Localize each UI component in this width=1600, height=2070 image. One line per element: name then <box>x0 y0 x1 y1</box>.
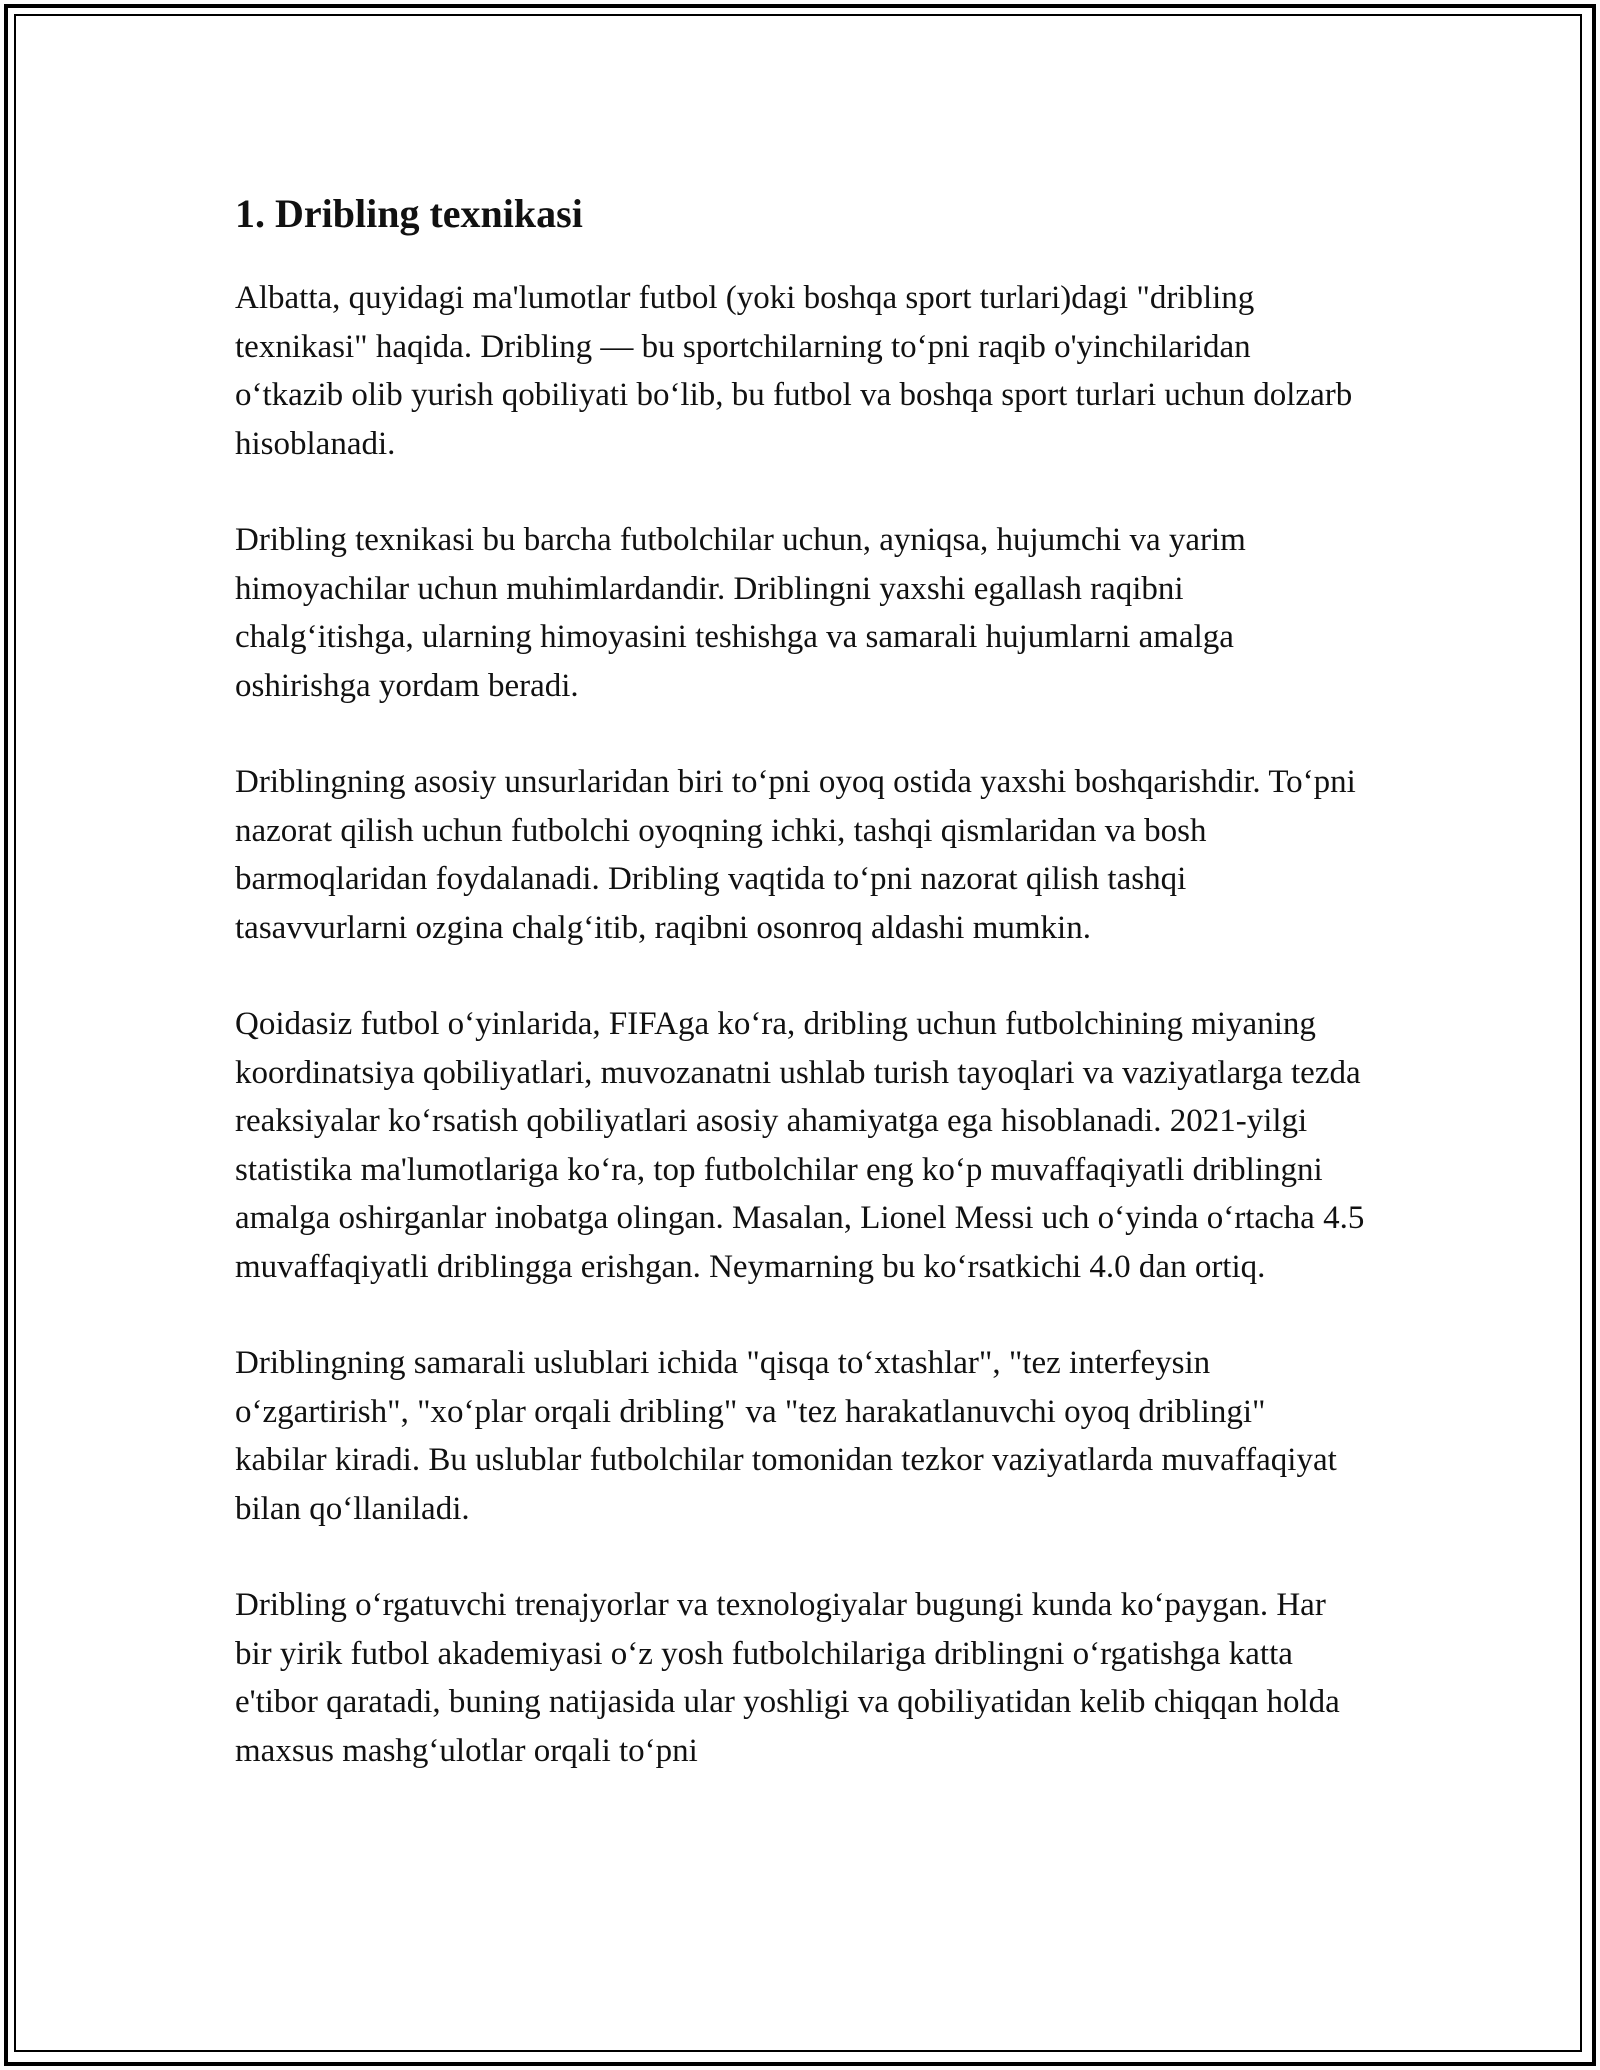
paragraph-5: Driblingning samarali uslublari ichida "qisqa to‘xtashlar", "tez interfeysin o‘zgartirish", "xo‘plar orqali dribling" va "tez harakatlanuvchi oyoq driblingi" kabilar kiradi. Bu uslublar futbolchilar tomonidan tezkor vaziyatlarda muvaffaqiyat bilan qo‘llaniladi. <box>235 1345 1337 1527</box>
paragraph-1: Albatta, quyidagi ma'lumotlar futbol (yoki boshqa sport turlari)dagi "dribling texnikasi" haqida. Dribling — bu sportchilarning to‘pni raqib o'yinchilaridan o‘tkazib olib yurish qobiliyati bo‘lib, bu futbol va boshqa sport turlari uchun dolzarb hisoblanadi. <box>235 280 1353 462</box>
paragraph-6: Dribling o‘rgatuvchi trenajyorlar va texnologiyalar bugungi kunda ko‘paygan. Har bir yirik futbol akademiyasi o‘z yosh futbolchilariga driblingni o‘rgatishga katta e'tibor qaratadi, buning natijasida ular yoshligi va qobiliyatidan kelib chiqqan holda maxsus mashg‘ulotlar orqali to‘pni <box>235 1587 1340 1769</box>
paragraph-4: Qoidasiz futbol o‘yinlarida, FIFAga ko‘ra, dribling uchun futbolchining miyaning koordinatsiya qobiliyatlari, muvozanatni ushlab turish tayoqlari va vaziyatlarga tezda reaksiyalar ko‘rsatish qobiliyatlari asosiy ahamiyatga ega hisoblanadi. 2021-yilgi statistika ma'lumotlariga ko‘ra, top futbolchilar eng ko‘p muvaffaqiyatli driblingni amalga oshirganlar inobatga olingan. Masalan, Lionel Messi uch o‘yinda o‘rtacha 4.5 muvaffaqiyatli driblingga erishgan. Neymarning bu ko‘rsatkichi 4.0 dan ortiq. <box>235 1006 1365 1285</box>
paragraph-3: Driblingning asosiy unsurlaridan biri to‘pni oyoq ostida yaxshi boshqarishdir. To‘pni nazorat qilish uchun futbolchi oyoqning ichki, tashqi qismlaridan va bosh barmoqlaridan foydalanadi. Dribling vaqtida to‘pni nazorat qilish tashqi tasavvurlarni ozgina chalg‘itib, raqibni osonroq aldashi mumkin. <box>235 764 1356 946</box>
document-body <box>235 188 1365 1823</box>
paragraph-2: Dribling texnikasi bu barcha futbolchilar uchun, ayniqsa, hujumchi va yarim himoyachilar uchun muhimlardandir. Driblingni yaxshi egallash raqibni chalg‘itishga, ularning himoyasini teshishga va samarali hujumlarni amalga oshirishga yordam beradi. <box>235 522 1246 704</box>
section-title: 1. Dribling texnikasi <box>235 191 583 236</box>
